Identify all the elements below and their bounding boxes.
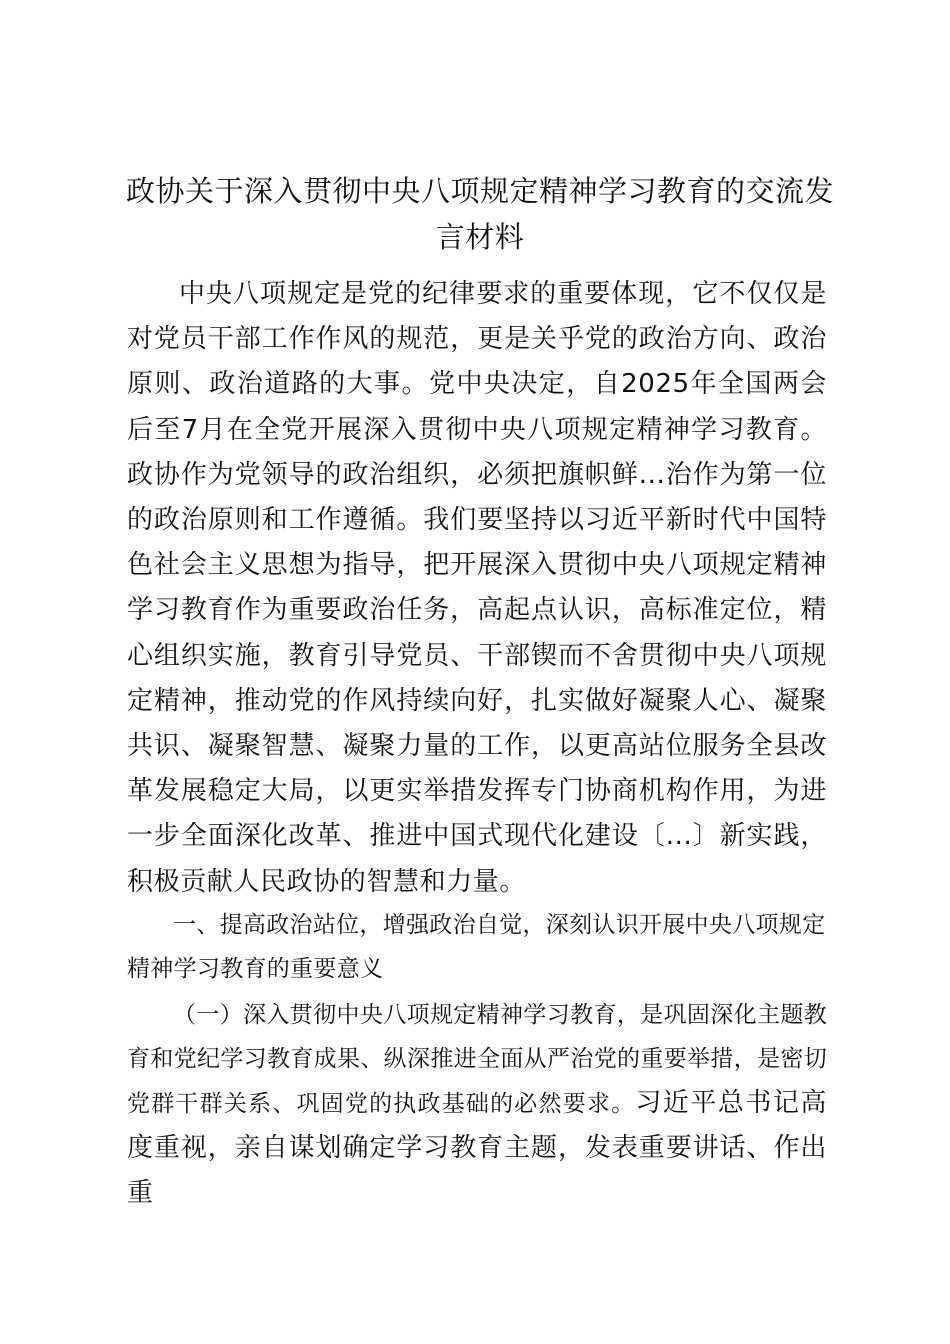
section-1-paragraph-1-lead: （一）深入贯彻中央八项规定精神学习教育，是巩固深化主题教育和党纪学习教育成果、纵深推进全面从严治党的重要举措，是密切党群干群关系、巩固党的执政基础的必然要求。 [127, 1002, 827, 1117]
section-1-paragraph-1 [127, 993, 827, 1216]
section-heading-1: 一、提高政治站位，增强政治自觉，深刻认识开展中央八项规定精神学习教育的重要意义 [127, 912, 826, 982]
section-1-paragraph-1-tail: 习近平总书记高度重视，亲自谋划确定学习教育主题，发表重要讲话、作出重 [127, 1088, 827, 1208]
intro-paragraph: 中央八项规定是党的纪律要求的重要体现，它不仅仅是对党员干部工作作风的规范，更是关乎党的政治方向、政治原则、政治道路的大事。党中央决定，自2025年全国两会后至7月在全党开展深入贯彻中央八项规定精神学习教育。政协作为党领导的政治组织，必须把旗帜鲜...治作为第一位的政治原则和工作遵循。我们要坚持以习近平新时代中国特色社会主义思想为指导，把开展深入贯彻中央八项规定精神学习教育作为重要政治任务，高起点认识，高标准定位，精心组织实施，教育引导党员、干部锲而不舍贯彻中央八项规定精神，推动党的作风持续向好，扎实做好凝聚人心、凝聚共识、凝聚智慧、凝聚力量的工作，以更高站位服务全县改革发展稳定大局，以更实举措发挥专门协商机构作用，为进一步全面深化改革、推进中国式现代化建设〔...〕新实践，积极贡献人民政协的智慧和力量。 [127, 279, 827, 897]
document-title: 政协关于深入贯彻中央八项规定精神学习教育的交流发言材料 [125, 174, 834, 254]
